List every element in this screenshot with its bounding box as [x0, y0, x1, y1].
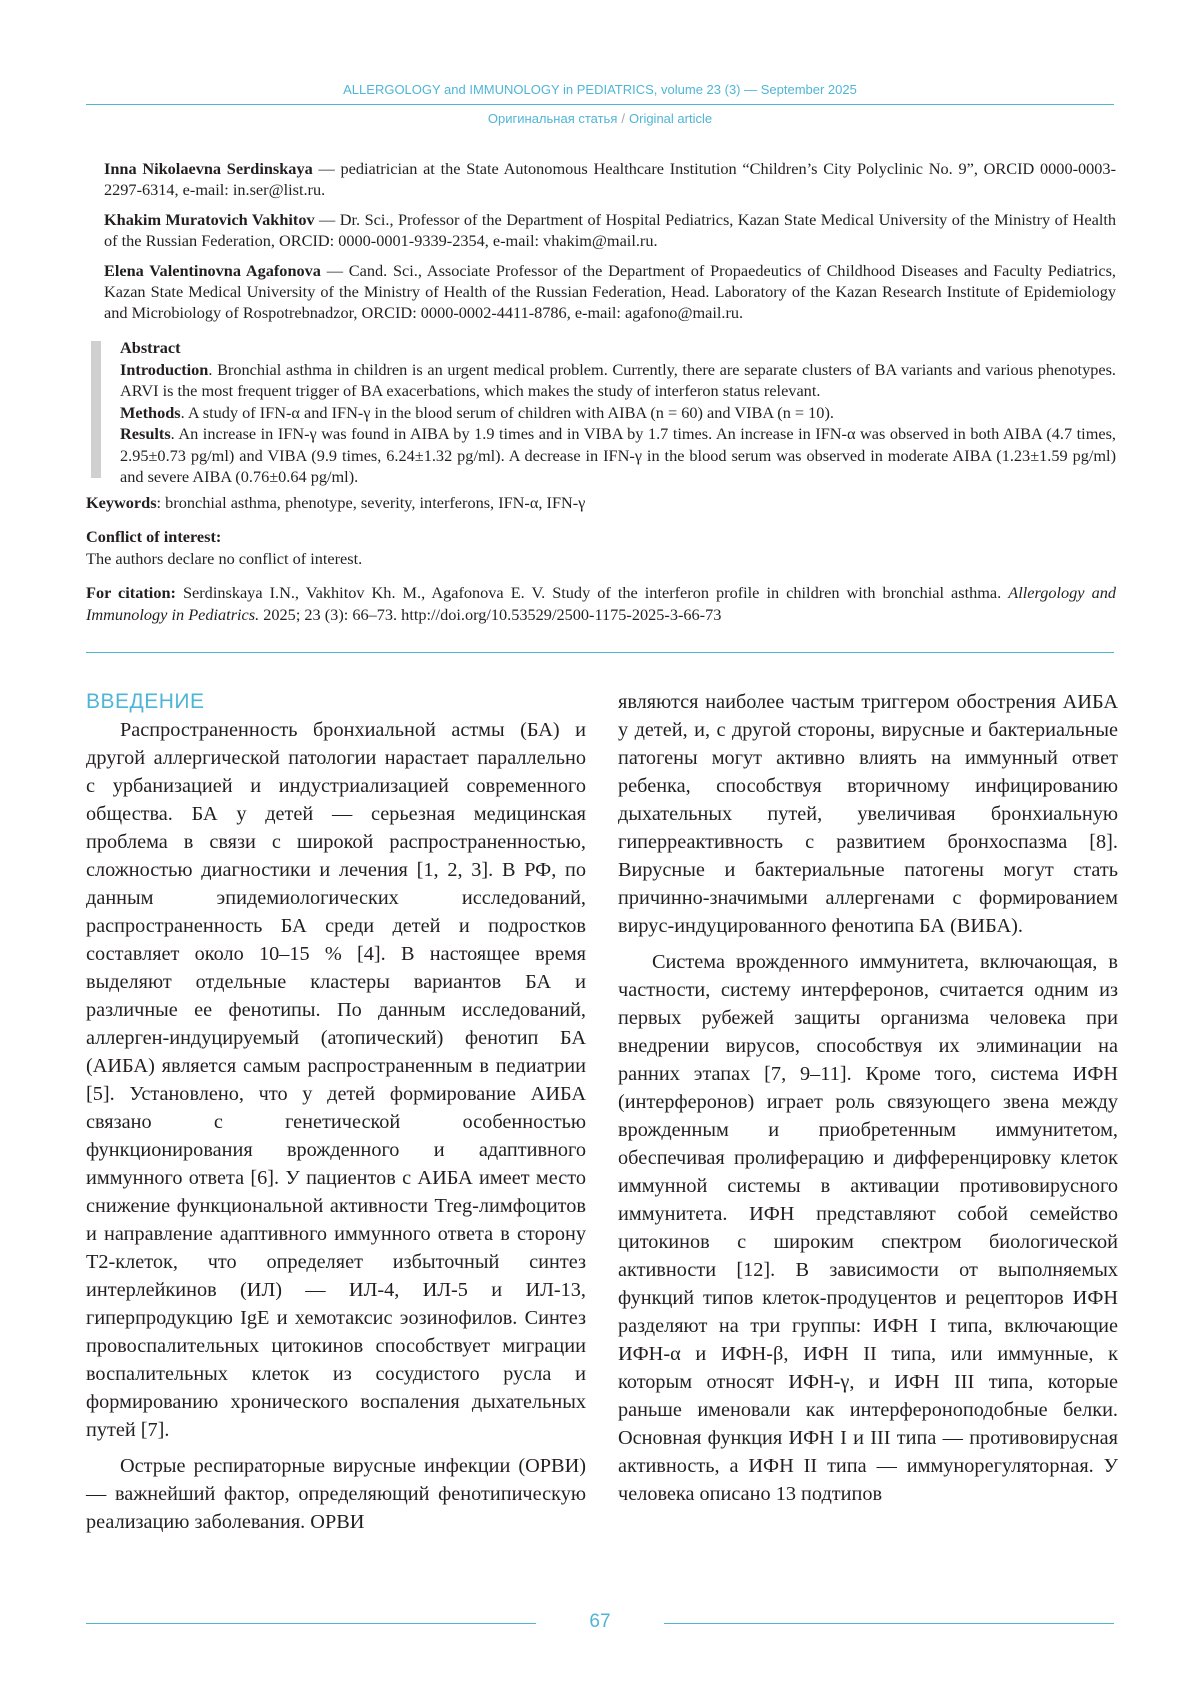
abstract-methods-text: . A study of IFN-α and IFN-γ in the blood serum of children with AIBA (n = 60) and VIBA (n = 10). [180, 402, 834, 422]
author-info: — Dr. Sci., Professor of the Department of Hospital Pediatrics, Kazan State Medical University of the Ministry of Health of the Russian Federation, ORCID: 0000-0001-9339-2354, e-mail: vhakim@mail.ru. [104, 210, 1117, 250]
author-name: Elena Valentinovna Agafonova [104, 261, 321, 280]
section-divider [86, 652, 1114, 653]
abstract-intro-text: . Bronchial asthma in children is an urgent medical problem. Currently, there are separate clusters of BA variants and various phenotypes. ARVI is the most frequent trigger of BA exacerbations, which makes the study of interferon status relevant. [120, 359, 1116, 400]
conflict-of-interest [86, 526, 1116, 569]
abstract-results-text: . An increase in IFN-γ was found in AIBA by 1.9 times and in VIBA by 1.7 times. An increase in IFN-α was observed in both AIBA (4.7 times, 2.95±0.73 pg/ml) and VIBA (9.9 times, 6.24±1.32 pg/ml). A decrease in IFN-γ in the blood serum was observed in moderate AIBA (1.23±1.59 pg/ml) and severe AIBA (0.76±0.64 pg/ml). [120, 424, 1116, 486]
keywords [86, 492, 1116, 514]
left-column [86, 688, 586, 1536]
abstract [120, 337, 1116, 488]
author-entry [104, 209, 1116, 251]
conflict-text: The authors declare no conflict of interest. [86, 548, 363, 568]
article-type-separator: / [621, 111, 625, 126]
header-divider [86, 104, 1114, 105]
body-paragraph: Распространенность бронхиальной астмы (БА) и другой аллергической патологии нарастает параллельно с урбанизацией и индустриализацией современного общества. БА у детей — серьезная медицинская проблема в связи с широкой распространенностью, сложностью диагностики и лечения [1, 2, 3]. В РФ, по данным эпидемиологических исследований, распространенность БА среди детей и подростков составляет около 10–15 % [4]. В настоящее время выделяют отдельные кластеры вариантов БА и различные ее фенотипы. По данным исследований, аллерген-индуцируемый (атопический) фенотип БА (АИБА) является самым распространенным в педиатрии [5]. Установлено, что у детей формирование АИБА связано с генетической особенностью функционирования врожденного и адаптивного иммунного ответа [6]. У пациентов с АИБА имеет место снижение функциональной активности Treg-лимфоцитов и направление адаптивного иммунного ответа в сторону Т2-клеток, что определяет избыточный синтез интерлейкинов (ИЛ) — ИЛ-4, ИЛ-5 и ИЛ-13, гиперпродукцию IgE и хемотаксис эозинофилов. Синтез провоспалительных цитокинов способствует миграции воспалительных клеток из сосудистого русла и формированию хронического воспаления дыхательных путей [7]. [86, 719, 586, 1441]
citation-journal: Allergology and Immunology in Pediatrics. [86, 583, 1116, 624]
article-type-ru: Оригинальная статья [487, 111, 618, 126]
abstract-heading: Abstract [120, 338, 181, 357]
citation-label: For citation: [86, 583, 176, 602]
abstract-methods [120, 402, 1116, 424]
right-column [618, 688, 1118, 1508]
author-info: — pediatrician at the State Autonomous Healthcare Institution “Children’s City Polyclinic No. 9”, ORCID 0000-0003-2297-6314, e-mail: in.ser@list.ru. [104, 159, 1116, 199]
keywords-text: : bronchial asthma, phenotype, severity, interferons, IFN-α, IFN-γ [156, 493, 586, 512]
running-title: ALLERGOLOGY and IMMUNOLOGY in PEDIATRICS, volume 23 (3) — September 2025 [343, 82, 857, 97]
footer-line-left [86, 1623, 536, 1624]
body-paragraph: Острые респираторные вирусные инфекции (ОРВИ) — важнейший фактор, определяющий фенотипическую реализацию заболевания. ОРВИ [86, 1455, 586, 1533]
page-number: 67 [589, 1611, 611, 1632]
author-info: — Cand. Sci., Associate Professor of the Department of Propaedeutics of Childhood Diseases and Faculty Pediatrics, Kazan State Medical University of the Ministry of Health of the Russian Federation, Head. Laboratory of the Kazan Research Institute of Epidemiology and Microbiology of Rospotrebnadzor, ORCID: 0000-0002-4411-8786, e-mail: agafono@mail.ru. [104, 261, 1117, 322]
abstract-results [120, 423, 1116, 488]
abstract-intro-label: Introduction [120, 359, 209, 379]
author-entry [104, 158, 1116, 200]
body-paragraph: являются наиболее частым триггером обострения АИБА у детей, и, с другой стороны, вирусные и бактериальные патогены могут активно влиять на иммунный ответ ребенка, способствуя вторичному инфицированию дыхательных путей, увеличивая бронхиальную гиперреактивность с развитием бронхоспазма [8]. Вирусные и бактериальные патогены могут стать причинно-значимыми аллергенами с формированием вирус-индуцированного фенотипа БА (ВИБА). [618, 691, 1118, 937]
section-title: ВВЕДЕНИЕ [86, 690, 205, 713]
author-list [104, 158, 1116, 332]
author-entry [104, 260, 1116, 323]
abstract-side-bar [91, 341, 101, 478]
citation-details: 2025; 23 (3): 66–73. http://doi.org/10.53529/2500-1175-2025-3-66-73 [259, 604, 722, 624]
abstract-methods-label: Methods [120, 402, 181, 422]
body-paragraph: Система врожденного иммунитета, включающая, в частности, систему интерферонов, считается одним из первых рубежей защиты организма человека при внедрении вирусов, способствуя их элиминации на ранних этапах [7, 9–11]. Кроме того, система ИФН (интерферонов) играет роль связующего звена между врожденным и приобретенным иммунитетом, обеспечивая пролиферацию и дифференцировку клеток иммунной системы в активации противовирусного иммунитета. ИФН представляют собой семейство цитокинов с широким спектром биологической активности [12]. В зависимости от выполняемых функций типов клеток-продуцентов и рецепторов ИФН разделяют на три группы: ИФН I типа, включающие ИФН-α и ИФН-β, ИФН II типа, или иммунные, к которым относят ИФН-γ, и ИФН III типа, которые раньше именовали как интерфероноподобные белки. Основная функция ИФН I и III типа — противовирусная активность, а ИФН II типа — иммунорегуляторная. У человека описано 13 подтипов [618, 951, 1118, 1505]
abstract-results-label: Results [120, 424, 171, 443]
article-type [0, 111, 1200, 126]
article-type-en: Original article [629, 111, 713, 126]
author-name: Khakim Muratovich Vakhitov [104, 210, 315, 229]
keywords-label: Keywords [86, 493, 157, 512]
footer-line-right [664, 1623, 1114, 1624]
conflict-label: Conflict of interest: [86, 527, 222, 546]
author-name: Inna Nikolaevna Serdinskaya [104, 159, 313, 178]
abstract-introduction [120, 359, 1116, 402]
citation [86, 582, 1116, 625]
citation-text: Serdinskaya I.N., Vakhitov Kh. M., Agafonova E. V. Study of the interferon profile in children with bronchial asthma. [175, 583, 1009, 602]
